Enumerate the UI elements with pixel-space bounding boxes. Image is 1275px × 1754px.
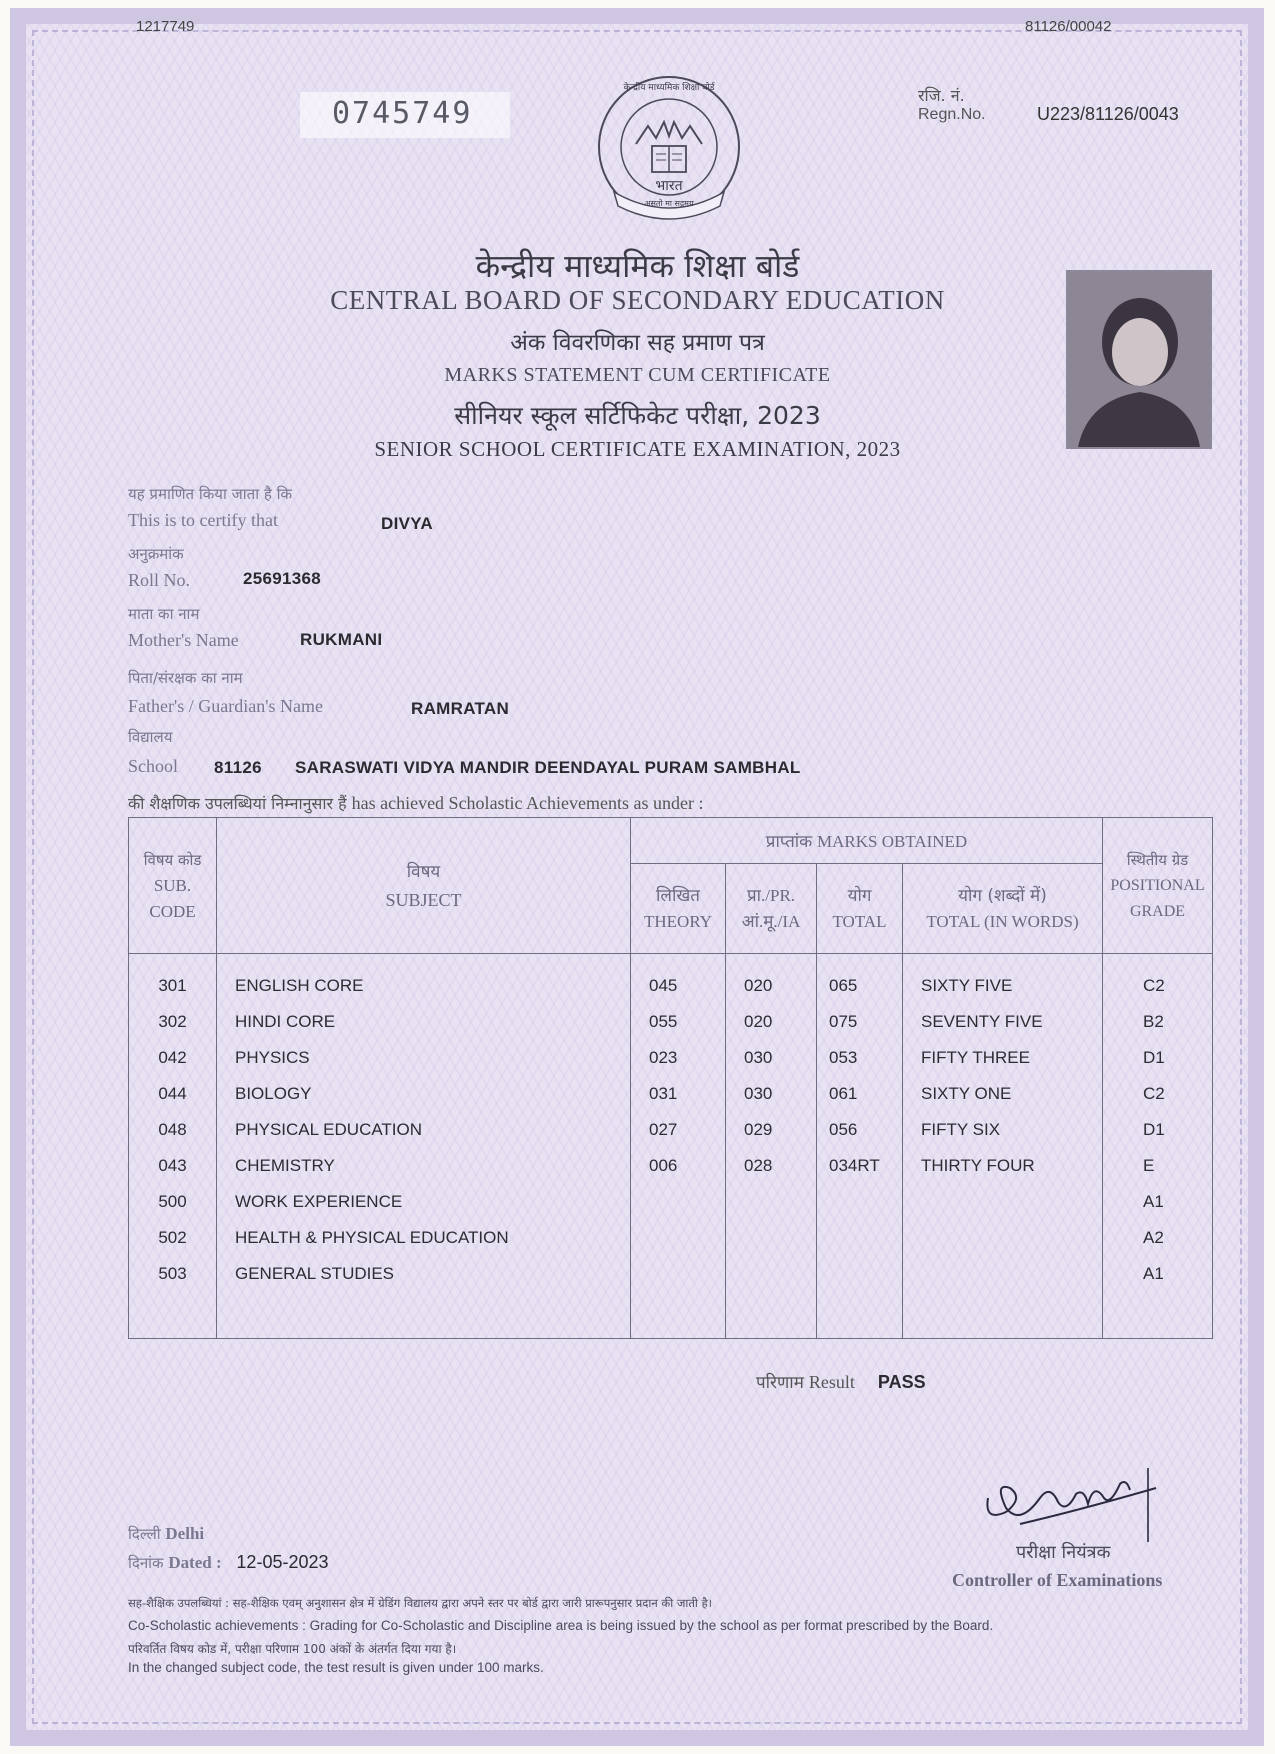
code-header-en2: CODE <box>149 901 196 921</box>
roll-number: 25691368 <box>243 569 322 588</box>
achieved-label-hi: की शैक्षणिक उपलब्धियां निम्नानुसार हैं <box>128 794 347 813</box>
subject-header-hi: विषय <box>406 861 441 882</box>
row-words: SEVENTY FIVE <box>921 1012 1043 1031</box>
doc-title-hi: अंक विवरणिका सह प्रमाण पत्र <box>510 330 765 356</box>
row-total: 056 <box>829 1120 858 1139</box>
code-header-hi: विषय कोड <box>143 850 202 869</box>
certify-label-en: This is to certify that <box>128 510 278 530</box>
code-header <box>129 818 217 954</box>
top-right-number: 81126/00042 <box>1025 18 1112 35</box>
place-line <box>128 1524 204 1544</box>
exam-title-hi: सीनियर स्कूल सर्टिफिकेट परीक्षा, 2023 <box>454 401 821 430</box>
row-subject: BIOLOGY <box>235 1084 312 1103</box>
regn-number: U223/81126/0043 <box>1037 104 1179 124</box>
result-label-en: Result <box>808 1372 855 1392</box>
dated-hi: दिनांक <box>128 1554 164 1572</box>
emblem-ring-text: केन्द्रीय माध्यमिक शिक्षा बोर्ड <box>623 83 715 93</box>
theory-header-hi: लिखित <box>656 885 700 906</box>
achieved-label-en: has achieved Scholastic Achievements as under : <box>351 793 704 813</box>
row-grade: A2 <box>1143 1228 1164 1247</box>
row-words: SIXTY ONE <box>921 1084 1012 1103</box>
controller-title-hi: परीक्षा नियंत्रक <box>1016 1542 1111 1563</box>
row-code: 302 <box>158 1012 187 1031</box>
row-words: FIFTY SIX <box>921 1120 1001 1139</box>
regn-label-hi: रजि. नं. <box>918 86 965 105</box>
row-total: 075 <box>829 1012 858 1031</box>
grade-column <box>1103 954 1213 1339</box>
school-label-hi: विद्यालय <box>128 728 173 746</box>
candidate-name: DIVYA <box>381 514 433 533</box>
note1-en: Co-Scholastic achievements : Grading for Co-Scholastic and Discipline area is being issued by the school as per format prescribed by the Board. <box>128 1618 994 1633</box>
total-column <box>817 954 903 1339</box>
subject-header <box>217 818 631 954</box>
pr-column <box>726 954 817 1339</box>
subject-header-en: SUBJECT <box>385 889 462 910</box>
marks-header <box>631 818 1103 864</box>
row-theory: 045 <box>649 976 678 995</box>
serial-box <box>300 92 510 138</box>
row-grade: D1 <box>1143 1048 1165 1067</box>
mother-label-en: Mother's Name <box>128 630 239 650</box>
row-total: 053 <box>829 1048 858 1067</box>
row-code: 043 <box>158 1156 187 1175</box>
issue-date: 12-05-2023 <box>236 1552 329 1572</box>
place-hi: दिल्ली <box>128 1525 161 1543</box>
row-pr: 028 <box>744 1156 773 1175</box>
board-title-en: CENTRAL BOARD OF SECONDARY EDUCATION <box>330 285 945 315</box>
emblem-motto: असतो मा सद्गमय <box>644 199 694 208</box>
mother-name: RUKMANI <box>300 630 383 649</box>
marks-table <box>128 817 1213 1339</box>
subject-column <box>217 954 631 1339</box>
result-label-hi: परिणाम <box>756 1373 804 1393</box>
roll-label-en: Roll No. <box>128 570 191 590</box>
theory-header <box>631 864 726 954</box>
row-pr: 020 <box>744 976 773 995</box>
note1-hi: सह-शैक्षिक उपलब्धियां : सह-शैक्षिक एवम् अनुशासन क्षेत्र में ग्रेडिंग विद्यालय द्वारा अपने स्तर पर बोर्ड द्वारा जारी प्रारूपनुसार प्रदान की जाती है। <box>128 1596 713 1610</box>
theory-column <box>631 954 726 1339</box>
father-label-hi: पिता/संरक्षक का नाम <box>128 669 243 687</box>
row-total: 034RT <box>829 1156 880 1175</box>
row-total: 061 <box>829 1084 858 1103</box>
row-code: 500 <box>158 1192 187 1211</box>
row-subject: CHEMISTRY <box>235 1156 335 1175</box>
theory-header-en: THEORY <box>644 911 712 931</box>
serial-number: 0745749 <box>332 96 473 131</box>
doc-title-en: MARKS STATEMENT CUM CERTIFICATE <box>444 364 831 386</box>
grade-header-hi: स्थितीय ग्रेड <box>1126 850 1189 869</box>
row-words: THIRTY FOUR <box>921 1156 1035 1175</box>
row-code: 044 <box>158 1084 187 1103</box>
certify-label-hi: यह प्रमाणित किया जाता है कि <box>128 485 292 503</box>
total-header-hi: योग <box>847 885 872 906</box>
pr-header-hi: प्रा./PR. <box>746 885 796 905</box>
exam-title-en: SENIOR SCHOOL CERTIFICATE EXAMINATION, 2023 <box>374 437 901 461</box>
result-line <box>756 1370 926 1393</box>
row-subject: HEALTH & PHYSICAL EDUCATION <box>235 1228 509 1247</box>
total-header <box>817 864 903 954</box>
result-value: PASS <box>877 1372 926 1392</box>
father-name: RAMRATAN <box>411 699 510 718</box>
row-grade: C2 <box>1143 1084 1165 1103</box>
row-subject: GENERAL STUDIES <box>235 1264 395 1283</box>
row-pr: 030 <box>744 1048 773 1067</box>
row-subject: PHYSICAL EDUCATION <box>235 1120 423 1139</box>
dated-en: Dated : <box>168 1553 222 1572</box>
grade-header-en2: GRADE <box>1129 902 1186 920</box>
code-column <box>129 954 217 1339</box>
row-code: 503 <box>158 1264 187 1283</box>
row-grade: A1 <box>1143 1264 1164 1283</box>
row-words: SIXTY FIVE <box>921 976 1013 995</box>
code-header-en1: SUB. <box>153 875 192 895</box>
row-theory: 031 <box>649 1084 678 1103</box>
note2-en: In the changed subject code, the test result is given under 100 marks. <box>128 1660 544 1675</box>
row-subject: PHYSICS <box>235 1048 310 1067</box>
marks-header-en: MARKS OBTAINED <box>816 832 968 851</box>
roll-label-hi: अनुक्रमांक <box>128 545 184 563</box>
place-en: Delhi <box>165 1524 205 1543</box>
row-subject: ENGLISH CORE <box>235 976 364 995</box>
controller-title-en: Controller of Examinations <box>952 1570 1163 1590</box>
row-theory: 027 <box>649 1120 678 1139</box>
row-subject: WORK EXPERIENCE <box>235 1192 403 1211</box>
row-code: 301 <box>158 976 187 995</box>
total-header-en: TOTAL <box>832 911 887 931</box>
row-grade: E <box>1143 1156 1155 1175</box>
row-subject: HINDI CORE <box>235 1012 336 1031</box>
school-code: 81126 <box>214 758 262 777</box>
row-code: 048 <box>158 1120 187 1139</box>
row-code: 042 <box>158 1048 187 1067</box>
words-header-en: TOTAL (IN WORDS) <box>926 911 1079 931</box>
row-pr: 029 <box>744 1120 773 1139</box>
top-left-number: 1217749 <box>136 18 195 35</box>
row-total: 065 <box>829 976 858 995</box>
board-title-hi: केन्द्रीय माध्यमिक शिक्षा बोर्ड <box>475 247 800 285</box>
grade-header-en1: POSITIONAL <box>1110 876 1205 894</box>
pr-header-en: आं.मू./IA <box>741 911 801 931</box>
words-column <box>903 954 1103 1339</box>
achievement-line <box>128 792 704 814</box>
words-header-hi: योग (शब्दों में) <box>958 885 1047 906</box>
school-label-en: School <box>128 756 179 776</box>
row-grade: D1 <box>1143 1120 1165 1139</box>
row-grade: C2 <box>1143 976 1165 995</box>
controller-signature <box>980 1458 1170 1553</box>
emblem-center-text: भारत <box>655 178 683 194</box>
cbse-emblem-icon <box>596 74 742 220</box>
note2-hi: परिवर्तित विषय कोड में, परीक्षा परिणाम 100 अंकों के अंतर्गत दिया गया है। <box>128 1642 457 1656</box>
marks-header-hi: प्राप्तांक <box>765 832 813 852</box>
pr-header <box>726 864 817 954</box>
row-theory: 023 <box>649 1048 678 1067</box>
grade-header <box>1103 818 1213 954</box>
mother-label-hi: माता का नाम <box>128 605 200 623</box>
school-name: SARASWATI VIDYA MANDIR DEENDAYAL PURAM SAMBHAL <box>295 758 801 777</box>
row-pr: 030 <box>744 1084 773 1103</box>
words-header <box>903 864 1103 954</box>
row-pr: 020 <box>744 1012 773 1031</box>
row-code: 502 <box>158 1228 187 1247</box>
row-theory: 055 <box>649 1012 678 1031</box>
father-label-en: Father's / Guardian's Name <box>128 696 323 716</box>
row-grade: A1 <box>1143 1192 1164 1211</box>
regn-label-en: Regn.No. <box>918 106 986 123</box>
row-grade: B2 <box>1143 1012 1164 1031</box>
row-words: FIFTY THREE <box>921 1048 1030 1067</box>
date-line <box>128 1552 329 1573</box>
row-theory: 006 <box>649 1156 678 1175</box>
